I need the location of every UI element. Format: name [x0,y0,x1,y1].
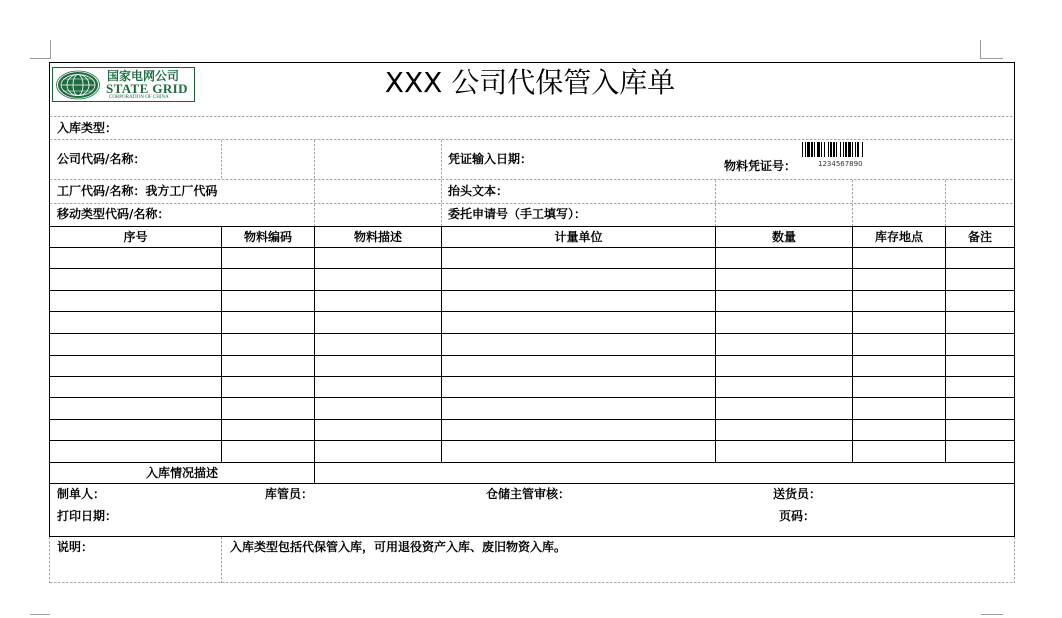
grid-line [852,226,853,462]
grid-line [852,180,853,226]
grid-line [221,226,222,462]
grid-line [49,376,1015,377]
grid-line [49,462,1015,463]
globe-icon [56,70,101,100]
crop-mark [50,40,51,59]
note-label: 说明： [57,540,94,554]
crop-mark [30,58,50,59]
crop-mark [981,58,1003,59]
inbound-desc-label: 入库情况描述 [145,466,218,480]
voucher-input-date-label: 凭证输入日期： [448,152,533,166]
column-header-seq: 序号 [123,230,148,244]
grid-line [441,226,442,462]
grid-line [49,333,1015,334]
grid-line [49,226,1015,227]
grid-line [945,180,946,226]
column-header-quantity: 数量 [771,230,796,244]
logo-subtitle: CORPORATION OF CHINA [109,95,169,100]
column-header-material-desc: 物料描述 [353,230,402,244]
column-header-unit: 计量单位 [554,230,603,244]
column-header-material-code: 物料编码 [243,230,292,244]
preparer-label: 制单人： [57,487,106,501]
grid-line [945,226,946,462]
grid-line [50,116,1014,117]
state-grid-logo [52,67,195,102]
grid-line [49,537,50,583]
logo-english-name: STATE GRID [106,81,188,96]
factory-code-label: 工厂代码/名称：我方工厂代码 [57,184,218,198]
grid-line [715,226,716,462]
grid-line [49,397,1015,398]
grid-line [50,582,1014,583]
deliverer-label: 送货员： [773,487,822,501]
grid-line [49,290,1015,291]
logo-chinese-name: 国家电网公司 [107,69,180,83]
column-header-location: 库存地点 [874,230,923,244]
grid-line [221,537,222,583]
grid-line [49,311,1015,312]
grid-line [50,203,1014,204]
grid-line [314,226,315,483]
note-text: 入库类型包括代保管入库，可用退役资产入库、废旧物资入库。 [230,540,567,554]
column-header-remarks: 备注 [967,230,992,244]
grid-line [49,268,1015,269]
grid-line [314,140,315,226]
inbound-type-label: 入库类型： [57,121,118,135]
grid-line [50,179,1014,180]
grid-line [49,483,1015,484]
barcode-number: 1234567890 [818,160,863,168]
grid-line [50,139,1014,140]
crop-mark [30,614,50,615]
commission-no-label: 委托申请号（手工填写）： [448,207,587,221]
supervisor-label: 仓储主管审核： [486,487,571,501]
barcode-image [802,142,895,157]
grid-line [441,140,442,226]
grid-line [49,62,1015,63]
grid-line [49,536,1015,537]
grid-line [49,419,1015,420]
page-no-label: 页码： [779,509,816,523]
header-text-label: 抬头文本： [448,184,509,198]
form-title: XXX 公司代保管入库单 [384,66,676,99]
grid-line [715,180,716,226]
material-voucher-no-label: 物料凭证号： [724,159,797,173]
grid-line [49,355,1015,356]
grid-line [1014,537,1015,583]
print-date-label: 打印日期： [57,509,118,523]
movement-type-label: 移动类型代码/名称： [57,207,170,221]
keeper-label: 库管员： [265,487,314,501]
crop-mark [981,614,1003,615]
crop-mark [980,40,981,59]
grid-line [49,247,1015,248]
grid-line [49,440,1015,441]
grid-line [1014,62,1015,537]
company-code-label: 公司代码/名称： [57,152,146,166]
grid-line [221,140,222,179]
